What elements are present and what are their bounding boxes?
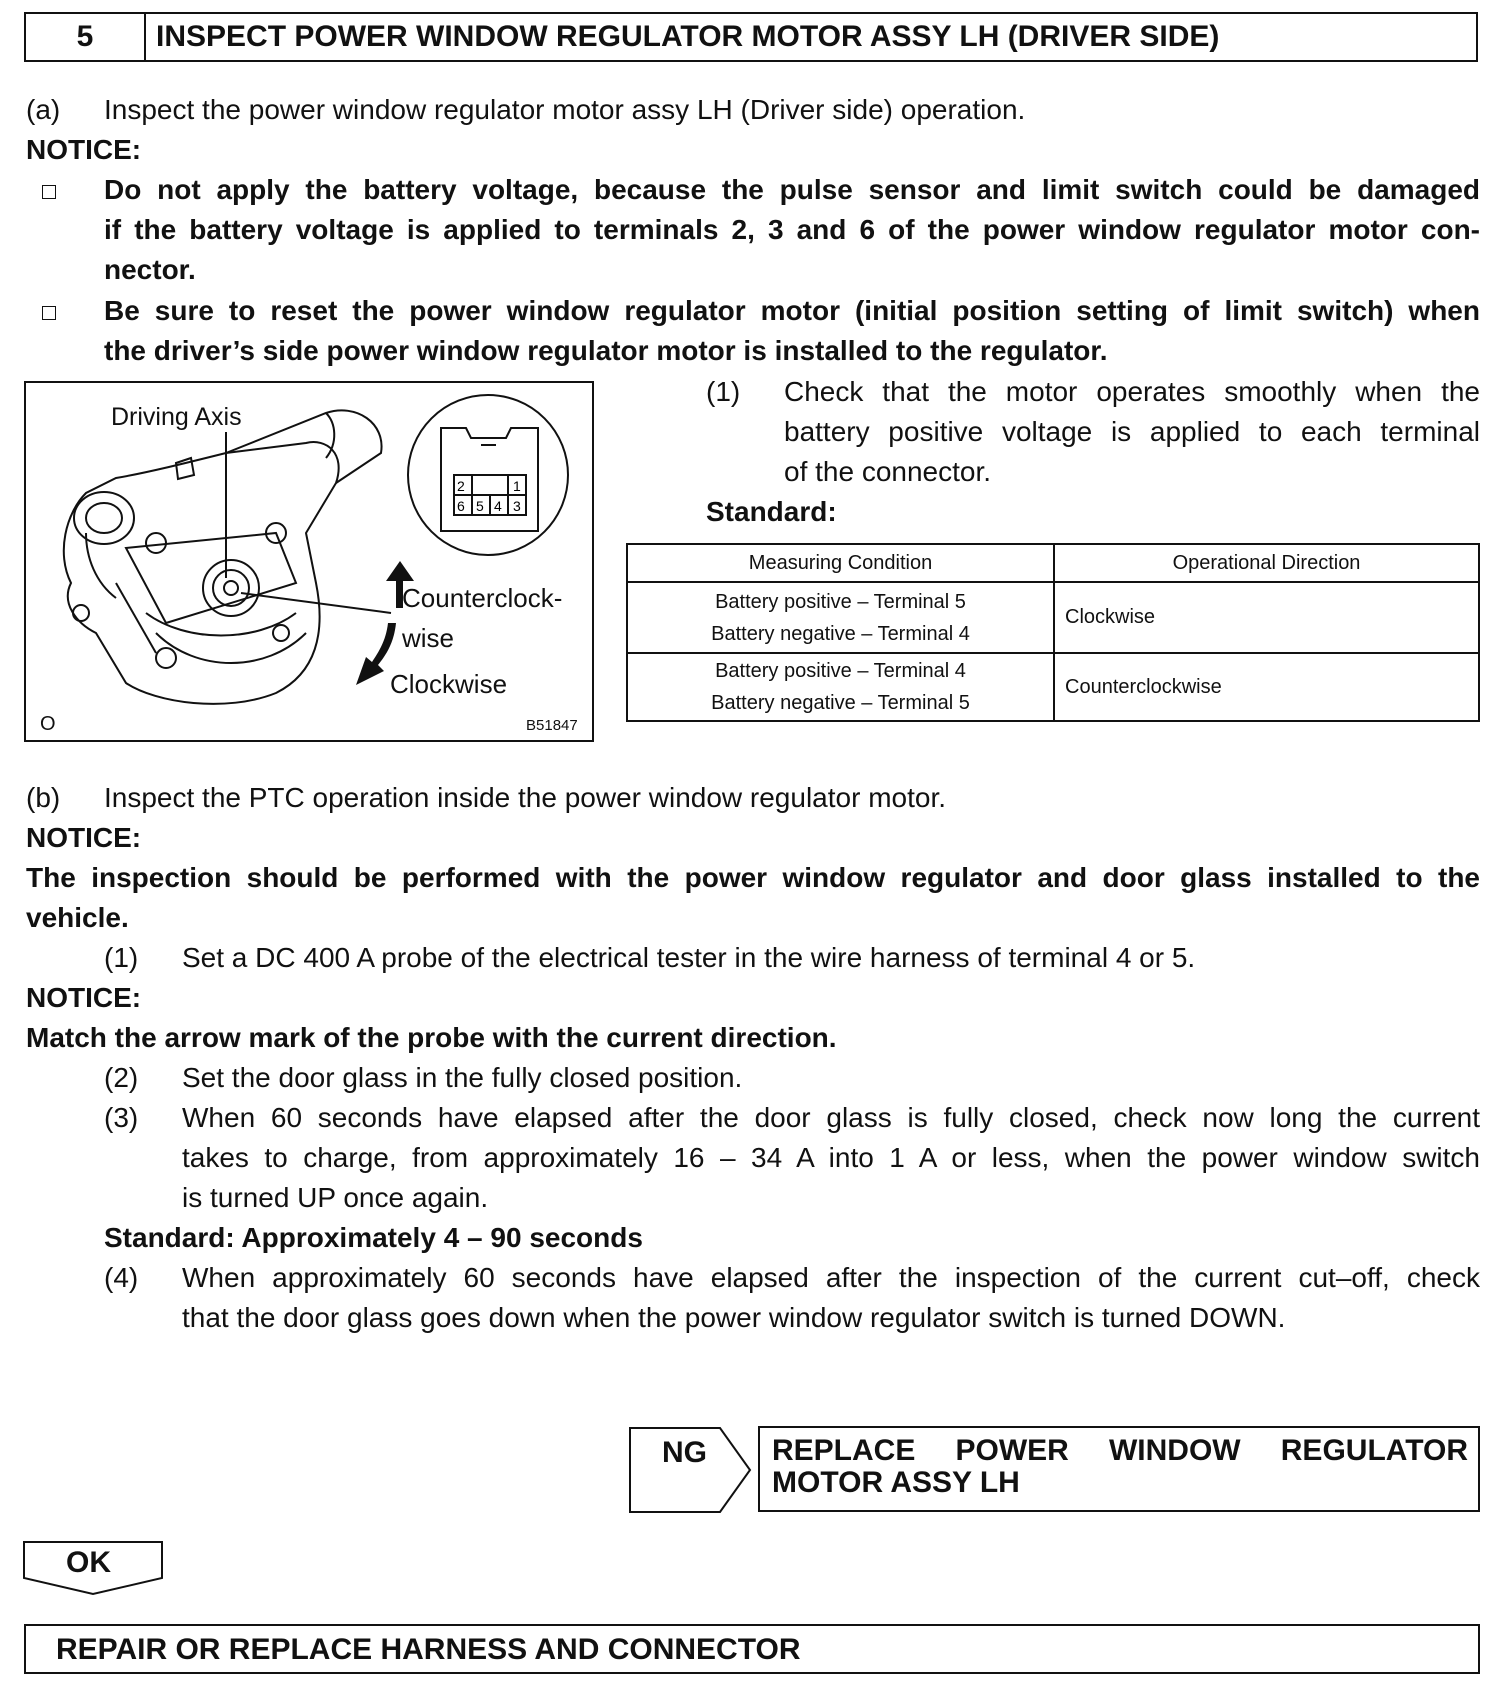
motor-illustration	[26, 383, 592, 740]
ng-action-line-2: MOTOR ASSY LH	[772, 1466, 1020, 1499]
terminal-4: 4	[494, 498, 502, 514]
step-b3-label: (3)	[104, 1102, 139, 1133]
item-a-label: (a)	[26, 94, 61, 125]
step-number: 5	[26, 14, 146, 60]
notice-bullet-1-line-1: Do not apply the battery voltage, because the pulse sensor and limit switch could be damaged	[104, 174, 1480, 205]
item-a-text: Inspect the power window regulator motor assy LH (Driver side) operation.	[104, 94, 1026, 125]
step-b4-line-2: that the door glass goes down when the power window regulator switch is turned DOWN.	[182, 1302, 1286, 1333]
counterclockwise-label-2: wise	[402, 623, 455, 653]
notice-label: NOTICE:	[26, 134, 142, 165]
driving-axis-label: Driving Axis	[108, 403, 245, 432]
condition-line: Battery positive – Terminal 4	[715, 660, 966, 682]
step-a1-line-3: of the connector.	[784, 456, 992, 487]
figure-corner-mark: O	[40, 713, 56, 735]
motor-figure	[24, 381, 594, 742]
ok-label: OK	[66, 1546, 111, 1579]
terminal-1: 1	[513, 478, 521, 494]
step-b3-standard: Standard: Approximately 4 – 90 seconds	[104, 1222, 643, 1253]
step-a1-label: (1)	[706, 376, 741, 407]
bullet-box-icon	[42, 306, 56, 320]
table-row	[627, 653, 1479, 721]
notice-label: NOTICE:	[26, 982, 142, 1013]
step-b1-label: (1)	[104, 942, 139, 973]
notice-text: Match the arrow mark of the probe with the current direction.	[26, 1022, 837, 1053]
notice-bullet-1-line-3: nector.	[104, 254, 196, 285]
notice-bullet-1-line-2: if the battery voltage is applied to terminals 2, 3 and 6 of the power window regulator motor con-	[104, 214, 1480, 245]
condition-line: Battery negative – Terminal 4	[711, 622, 970, 645]
step-a1-line-1: Check that the motor operates smoothly when the	[784, 376, 1480, 407]
ng-label: NG	[662, 1436, 707, 1469]
ng-action-word: POWER	[955, 1434, 1069, 1467]
table-cell-direction: Counterclockwise	[1054, 653, 1479, 721]
step-b3-line-2: takes to charge, from approximately 16 – 34 A into 1 A or less, when the power window switch	[182, 1142, 1480, 1173]
clockwise-label: Clockwise	[390, 669, 508, 699]
ng-action-word: REGULATOR	[1280, 1434, 1468, 1467]
notice-text-line-2: vehicle.	[26, 902, 129, 933]
item-b-text: Inspect the PTC operation inside the power window regulator motor.	[104, 782, 947, 813]
step-header	[24, 12, 1478, 62]
notice-label: NOTICE:	[26, 822, 142, 853]
notice-bullet-2-line-1: Be sure to reset the power window regulator motor (initial position setting of limit switch) when	[104, 295, 1480, 326]
terminal-5: 5	[476, 498, 484, 514]
standard-table	[626, 543, 1480, 722]
table-row	[627, 582, 1479, 653]
ok-action-text: REPAIR OR REPLACE HARNESS AND CONNECTOR	[56, 1633, 801, 1666]
condition-line: Battery negative – Terminal 5	[711, 692, 970, 714]
terminal-6: 6	[457, 498, 465, 514]
table-header-condition: Measuring Condition	[627, 544, 1054, 582]
table-header-direction: Operational Direction	[1054, 544, 1479, 582]
table-header-row	[627, 544, 1479, 582]
ng-action-word: WINDOW	[1108, 1434, 1241, 1467]
figure-id: B51847	[526, 717, 578, 734]
terminal-3: 3	[513, 498, 521, 514]
step-b2-text: Set the door glass in the fully closed position.	[182, 1062, 743, 1093]
step-b1-text: Set a DC 400 A probe of the electrical tester in the wire harness of terminal 4 or 5.	[182, 942, 1196, 973]
table-cell-condition	[627, 653, 1054, 721]
step-b4-line-1: When approximately 60 seconds have elapsed after the inspection of the current cut–off, check	[182, 1262, 1480, 1293]
table-cell-condition	[627, 582, 1054, 653]
step-b3-line-3: is turned UP once again.	[182, 1182, 489, 1213]
standard-label: Standard:	[706, 496, 837, 527]
table-cell-direction: Clockwise	[1054, 582, 1479, 653]
ng-action-word: REPLACE	[772, 1434, 916, 1467]
ok-action-box	[24, 1624, 1480, 1674]
notice-text-line-1: The inspection should be performed with the power window regulator and door glass installed to the	[26, 862, 1480, 893]
step-title: INSPECT POWER WINDOW REGULATOR MOTOR ASSY LH (DRIVER SIDE)	[156, 20, 1220, 53]
terminal-2: 2	[457, 478, 465, 494]
step-b3-line-1: When 60 seconds have elapsed after the door glass is fully closed, check now long the current	[182, 1102, 1480, 1133]
counterclockwise-label-1: Counterclock-	[402, 583, 563, 613]
condition-line: Battery positive – Terminal 5	[715, 590, 966, 613]
bullet-box-icon	[42, 185, 56, 199]
ng-action-box	[758, 1426, 1480, 1512]
notice-bullet-2-line-2: the driver’s side power window regulator motor is installed to the regulator.	[104, 335, 1108, 366]
item-b-label: (b)	[26, 782, 61, 813]
ng-action-line-1	[772, 1434, 1468, 1468]
step-b2-label: (2)	[104, 1062, 139, 1093]
step-a1-line-2: battery positive voltage is applied to each terminal	[784, 416, 1480, 447]
step-b4-label: (4)	[104, 1262, 139, 1293]
